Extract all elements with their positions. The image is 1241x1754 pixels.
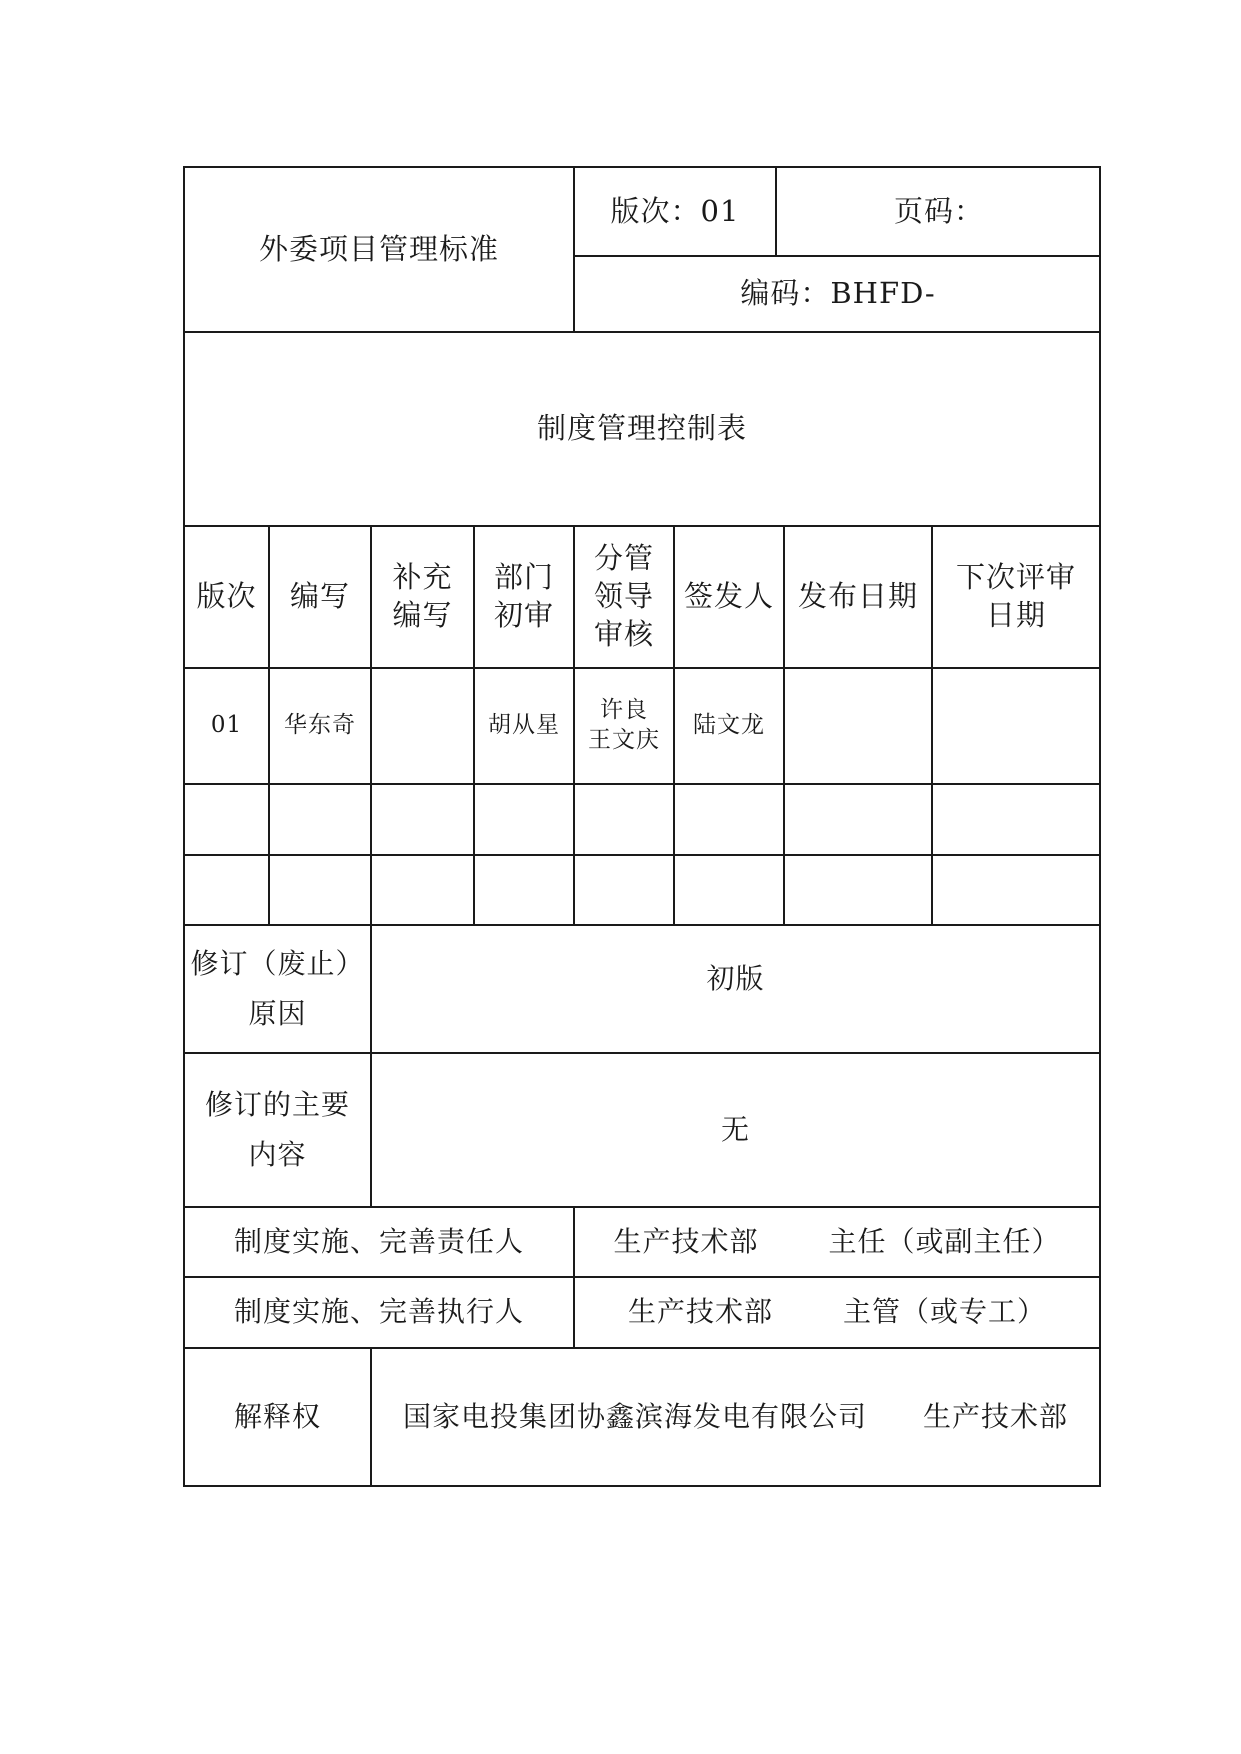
label-line: 修订（废止）: [190, 946, 365, 980]
col-header-dept-review: [475, 527, 573, 667]
col-header-line: 分管: [593, 541, 654, 576]
col-header-issuer: 签发人: [683, 579, 774, 614]
row-author: 华东奇: [284, 712, 356, 739]
col-header-line: 审核: [593, 616, 654, 651]
responsible-person-label: 制度实施、完善责任人: [233, 1224, 524, 1258]
reviewer-name: 王文庆: [588, 727, 660, 753]
executor-dept: 生产技术部: [627, 1295, 773, 1329]
label-line: 内容: [248, 1138, 307, 1171]
col-header-version: 版次: [196, 579, 257, 614]
label-line: 原因: [248, 997, 307, 1030]
col-header-author: 编写: [289, 579, 350, 614]
interpretation-company: 国家电投集团协鑫滨海发电有限公司: [402, 1399, 867, 1433]
version-label: 版次：01: [610, 193, 740, 228]
executor-role: 主管（或专工）: [843, 1295, 1047, 1329]
revision-content-label: [185, 1054, 370, 1206]
col-header-line: 部门: [493, 560, 554, 595]
document-title: 外委项目管理标准: [258, 231, 499, 266]
row-publish-date: [785, 669, 931, 783]
col-header-next-review: [933, 527, 1099, 667]
row-issuer: 陆文龙: [693, 712, 765, 739]
revision-reason-label: [185, 926, 370, 1052]
col-header-publish-date: 发布日期: [797, 579, 918, 614]
document-code-label: 编码：BHFD-: [740, 276, 936, 311]
col-header-supplement: [372, 527, 473, 667]
reviewer-name: 许良: [600, 697, 648, 724]
col-header-line: 编写: [392, 598, 453, 632]
row-version: 01: [210, 712, 243, 739]
row-leader-review: [575, 669, 673, 783]
row-divider: [185, 854, 1099, 856]
col-header-line: 初审: [493, 598, 554, 632]
row-dept-review: 胡从星: [488, 712, 560, 739]
control-form: [183, 166, 1101, 1487]
interpretation-value: [372, 1349, 1099, 1485]
responsible-role: 主任（或副主任）: [828, 1224, 1061, 1258]
col-header-line: 下次评审: [955, 560, 1076, 595]
responsible-dept: 生产技术部: [613, 1224, 759, 1258]
label-line: 修订的主要: [204, 1087, 350, 1121]
interpretation-dept: 生产技术部: [923, 1399, 1069, 1433]
row-supplement: [372, 669, 473, 783]
row-divider: [185, 783, 1099, 785]
col-header-line: 补充: [392, 560, 453, 595]
executor-label: 制度实施、完善执行人: [233, 1295, 524, 1329]
col-header-leader-review: [575, 527, 673, 667]
executor-value: [575, 1278, 1099, 1347]
page-number-label: 页码：: [893, 193, 984, 228]
col-header-line: 领导: [593, 579, 654, 614]
row-next-review: [933, 669, 1099, 783]
col-header-line: 日期: [985, 598, 1046, 632]
revision-reason-value: 初版: [706, 961, 765, 995]
responsible-person-value: [575, 1208, 1099, 1276]
revision-content-value: 无: [720, 1112, 750, 1146]
interpretation-label: 解释权: [233, 1399, 321, 1433]
control-table-title: 制度管理控制表: [536, 411, 747, 446]
